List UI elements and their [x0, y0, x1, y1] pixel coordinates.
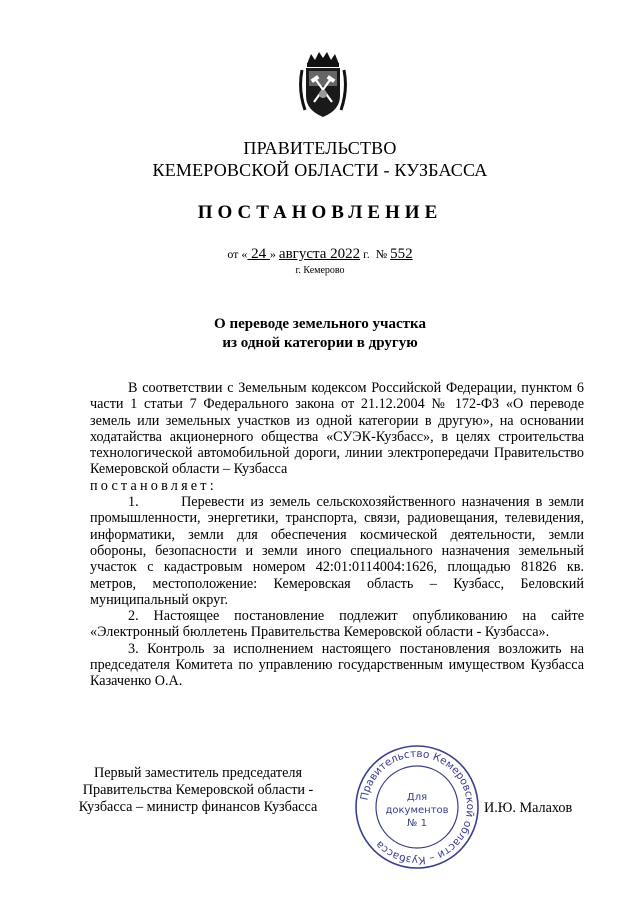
date-day: 24 [251, 246, 267, 262]
decree-body [90, 380, 584, 690]
signatory-position [48, 765, 348, 816]
government-region: КЕМЕРОВСКОЙ ОБЛАСТИ - КУЗБАССА [152, 160, 488, 180]
stamp-center-line-1: Для [406, 792, 428, 803]
date-prefix: от [227, 247, 239, 261]
item-1-number: 1. [128, 494, 139, 511]
subject-line-1: О переводе земельного участка [214, 316, 426, 332]
decree-subject [0, 315, 640, 353]
subject-line-2: из одной категории в другую [222, 335, 418, 351]
body-intro: В соответствии с Земельным кодексом Российской Федерации, пунктом 6 части 1 статьи 7 Федерального закона от 21.12.2004 № 172-ФЗ «О переводе земель или земельных участков из одной категории в другую», на основании ходатайства акционерного общества «СУЭК-Кузбасс», в целях строительства технологической автомобильной дороги, линии электропередачи Правительство Кемеровской области – Кузбасса [90, 380, 584, 478]
stamp-ring-text: Правительство Кемеровской области – Кузбасса [358, 747, 477, 867]
official-stamp [352, 742, 482, 872]
decree-title: ПОСТАНОВЛЕНИЕ [197, 202, 443, 223]
stamp-center-line-3: № 1 [407, 818, 427, 829]
decree-city: г. Кемерово [295, 265, 345, 276]
item-1-text: Перевести из земель сельскохозяйственного назначения в земли промышленности, энергетики, транспорта, связи, радиовещания, телевидения, информатики, земли для обеспечения космической деятельности, земли обороны, безопасности и земли иного специального назначения земельный участок с кадастровым номером 42:01:0114004:1626, площадью 81826 кв. метров, местоположение: Кемеровская область – Кузбасс, Беловский муниципальный округ. [90, 494, 584, 608]
position-line-1: Первый заместитель председателя [93, 765, 303, 781]
position-line-3: Кузбасса – министр финансов Кузбасса [78, 799, 318, 815]
body-item-2: 2. Настоящее постановление подлежит опубликованию на сайте «Электронный бюллетень Правительства Кемеровской области - Кузбасса». [90, 608, 584, 641]
decree-number-label: № [375, 247, 388, 261]
body-item-3: 3. Контроль за исполнением настоящего постановления возложить на председателя Комитета по управлению государственным имуществом Кузбасса Казаченко О.А. [90, 640, 584, 690]
stamp-center-line-2: документов [385, 805, 449, 816]
position-line-2: Правительства Кемеровской области - [82, 782, 314, 798]
decree-date-line: от « 24 » августа 2022 г. № 552 [227, 246, 413, 262]
date-year-suffix: г. [363, 247, 370, 261]
kemerovo-coat-of-arms-icon [297, 50, 349, 120]
body-item-1 [90, 494, 584, 608]
date-month-year: августа 2022 [278, 246, 361, 262]
government-title: ПРАВИТЕЛЬСТВО [243, 138, 397, 158]
body-resolves: постановляет: [90, 477, 217, 494]
decree-number: 552 [390, 246, 413, 262]
signatory-name: И.Ю. Малахов [484, 800, 573, 816]
